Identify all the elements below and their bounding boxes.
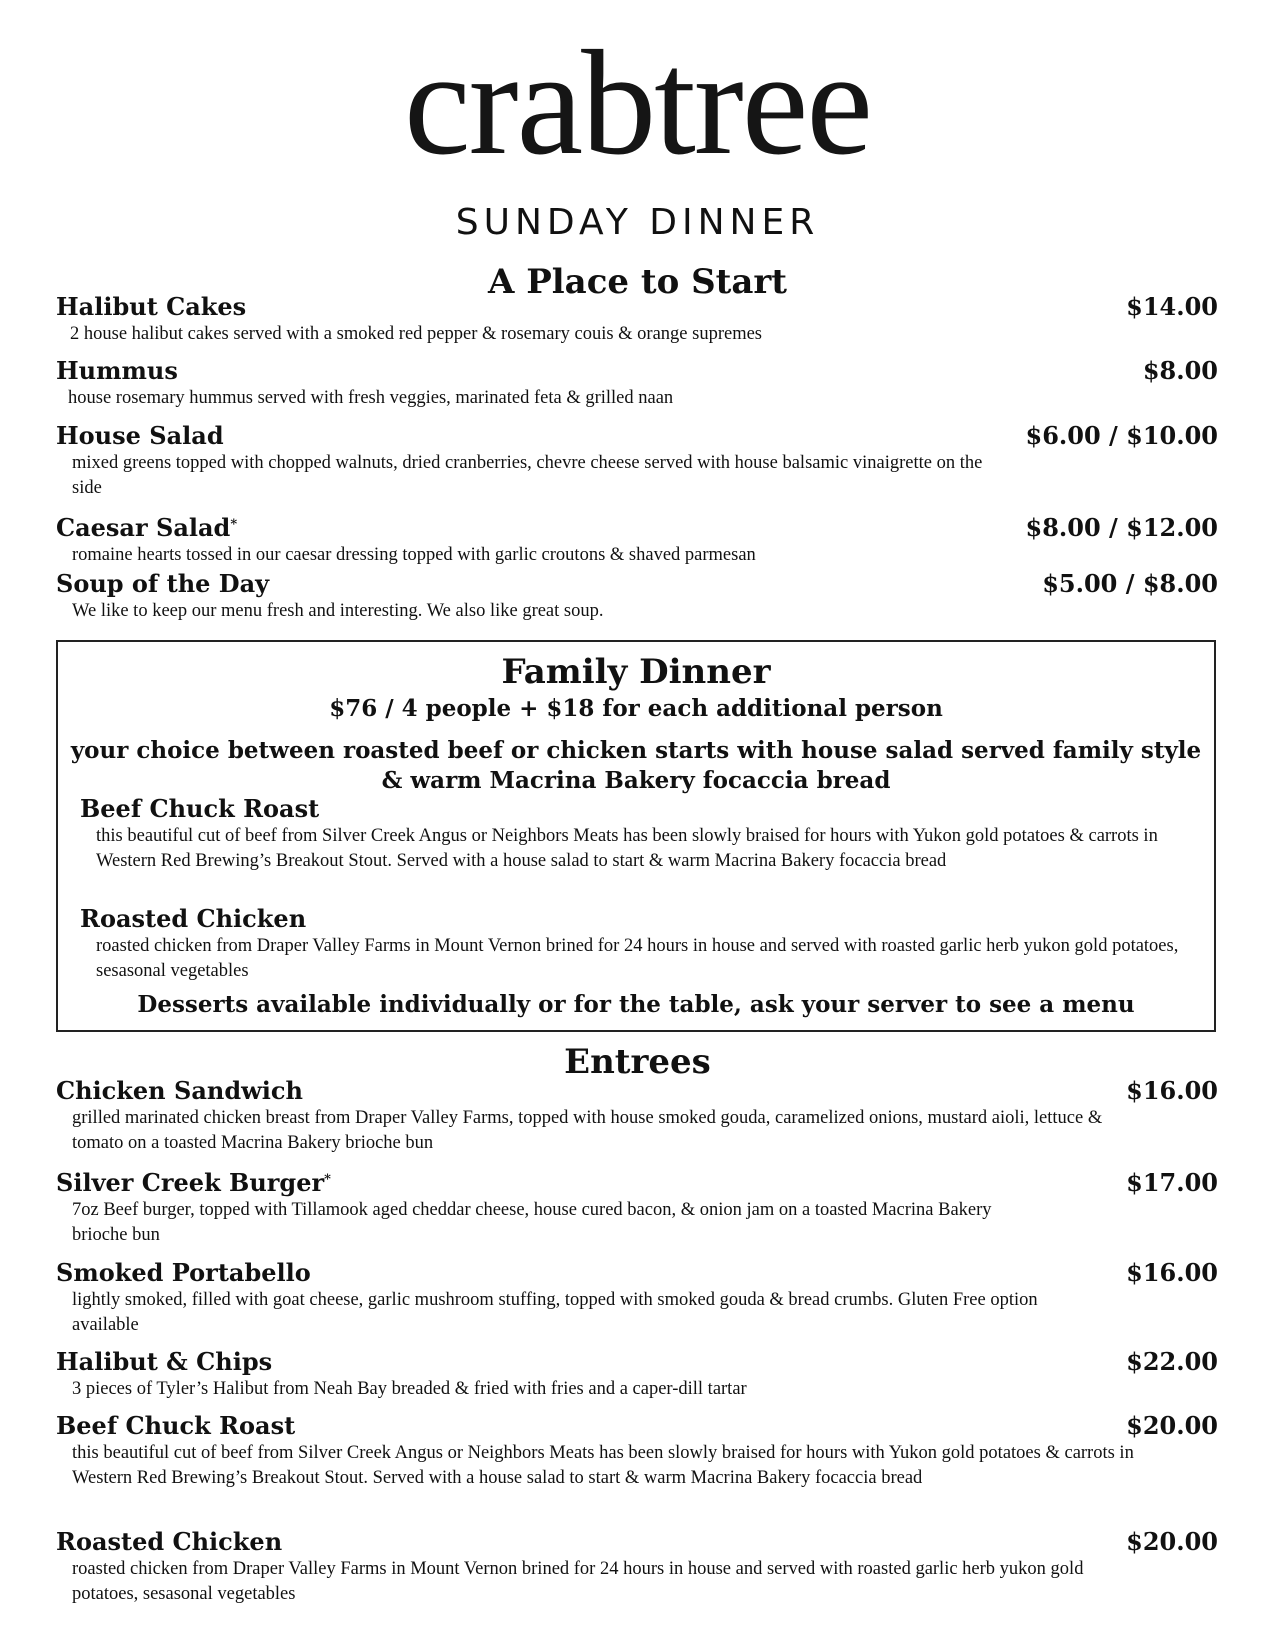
item-price: $17.00: [1126, 1168, 1218, 1197]
item-description: mixed greens topped with chopped walnuts, dried cranberries, chevre cheese served with house balsamic vinaigrette on the side: [72, 453, 983, 498]
item-name-text: Caesar Salad: [56, 513, 231, 542]
item-description: this beautiful cut of beef from Silver Creek Angus or Neighbors Meats has been slowly braised for hours with Yukon gold potatoes & carrots in Western Red Brewing’s Breakout Stout. Served with a house salad to start & warm Macrina Bakery focaccia bread: [96, 826, 1158, 871]
section-title-family-dinner: Family Dinner: [501, 652, 771, 692]
item-description: 7oz Beef burger, topped with Tillamook aged cheddar cheese, house cured bacon, & onion jam on a toasted Macrina Bakery brioche bun: [72, 1200, 992, 1245]
brand-logo: crabtree: [404, 20, 871, 186]
item-description: grilled marinated chicken breast from Draper Valley Farms, topped with house smoked gouda, caramelized onions, mustard aioli, lettuce & tomato on a toasted Macrina Bakery brioche bun: [72, 1108, 1103, 1153]
item-name: Halibut & Chips: [56, 1347, 273, 1376]
menu-subtitle: SUNDAY DINNER: [455, 202, 820, 243]
item-name: Halibut Cakes: [56, 292, 247, 321]
item-name: Hummus: [56, 356, 178, 385]
item-description: 2 house halibut cakes served with a smoked red pepper & rosemary couis & orange supremes: [70, 324, 763, 344]
menu-item-hummus: [56, 356, 1218, 411]
item-description: roasted chicken from Draper Valley Farms in Mount Vernon brined for 24 hours in house and served with roasted garlic herb yukon gold potatoes, sesasonal vegetables: [72, 1559, 1084, 1604]
item-description: this beautiful cut of beef from Silver Creek Angus or Neighbors Meats has been slowly braised for hours with Yukon gold potatoes & carrots in Western Red Brewing’s Breakout Stout. Served with a house salad to start & warm Macrina Bakery focaccia bread: [72, 1443, 1134, 1488]
item-name: Roasted Chicken: [80, 904, 307, 933]
item-price: $6.00 / $10.00: [1025, 421, 1218, 450]
item-name: [56, 1168, 1218, 1198]
item-price: $8.00 / $12.00: [1025, 513, 1218, 542]
item-description: We like to keep our menu fresh and interesting. We also like great soup.: [72, 601, 604, 621]
desserts-note: Desserts available individually or for the table, ask your server to see a menu: [137, 991, 1135, 1018]
item-name: House Salad: [56, 421, 224, 450]
item-name-text: Silver Creek Burger: [56, 1168, 325, 1197]
item-description: lightly smoked, filled with goat cheese, garlic mushroom stuffing, topped with smoked gouda & bread crumbs. Gluten Free option available: [72, 1290, 1038, 1335]
item-name: Beef Chuck Roast: [80, 794, 320, 823]
family-dinner-box: [56, 640, 1216, 1032]
menu-item-smoked-portabello: [56, 1258, 1218, 1338]
menu-item-chicken-sandwich: [56, 1076, 1218, 1156]
asterisk-mark: *: [230, 517, 238, 532]
item-name: Beef Chuck Roast: [56, 1411, 296, 1440]
menu-item-roasted-chicken: [56, 1527, 1218, 1607]
item-price: $22.00: [1126, 1347, 1218, 1376]
item-name: Chicken Sandwich: [56, 1076, 303, 1105]
menu-item-silver-creek-burger: [56, 1168, 1218, 1248]
asterisk-mark: *: [324, 1172, 331, 1187]
family-dinner-pricing: $76 / 4 people + $18 for each additional person: [329, 695, 943, 722]
family-dinner-intro-cont: & warm Macrina Bakery focaccia bread: [381, 767, 891, 794]
item-price: $16.00: [1126, 1258, 1218, 1287]
item-price: $16.00: [1126, 1076, 1218, 1105]
family-dinner-intro: your choice between roasted beef or chicken starts with house salad served family style: [70, 737, 1202, 764]
item-description: 3 pieces of Tyler’s Halibut from Neah Bay breaded & fried with fries and a caper-dill tartar: [72, 1379, 747, 1399]
menu-item-halibut-cakes: [56, 292, 1218, 347]
section-title-starters: A Place to Start: [487, 262, 788, 302]
family-item-roasted-chicken: [80, 904, 1190, 984]
item-price: $5.00 / $8.00: [1042, 569, 1218, 598]
item-name: Smoked Portabello: [56, 1258, 311, 1287]
item-price: $20.00: [1126, 1411, 1218, 1440]
menu-item-caesar-salad: [56, 513, 1218, 568]
item-name: Soup of the Day: [56, 569, 270, 598]
item-description: house rosemary hummus served with fresh veggies, marinated feta & grilled naan: [68, 388, 674, 408]
item-price: $8.00: [1142, 356, 1218, 385]
item-price: $20.00: [1126, 1527, 1218, 1556]
item-description: romaine hearts tossed in our caesar dressing topped with garlic croutons & shaved parmesan: [72, 545, 756, 565]
menu-item-halibut-and-chips: [56, 1347, 1218, 1402]
menu-item-soup-of-the-day: [56, 569, 1218, 624]
item-description: roasted chicken from Draper Valley Farms in Mount Vernon brined for 24 hours in house and served with roasted garlic herb yukon gold potatoes, sesasonal vegetables: [96, 936, 1179, 981]
section-title-entrees: Entrees: [564, 1042, 711, 1082]
item-name: Roasted Chicken: [56, 1527, 283, 1556]
item-price: $14.00: [1126, 292, 1218, 321]
menu-item-house-salad: [56, 421, 1218, 501]
family-item-beef-chuck-roast: [80, 794, 1190, 874]
menu-item-beef-chuck-roast: [56, 1411, 1218, 1491]
